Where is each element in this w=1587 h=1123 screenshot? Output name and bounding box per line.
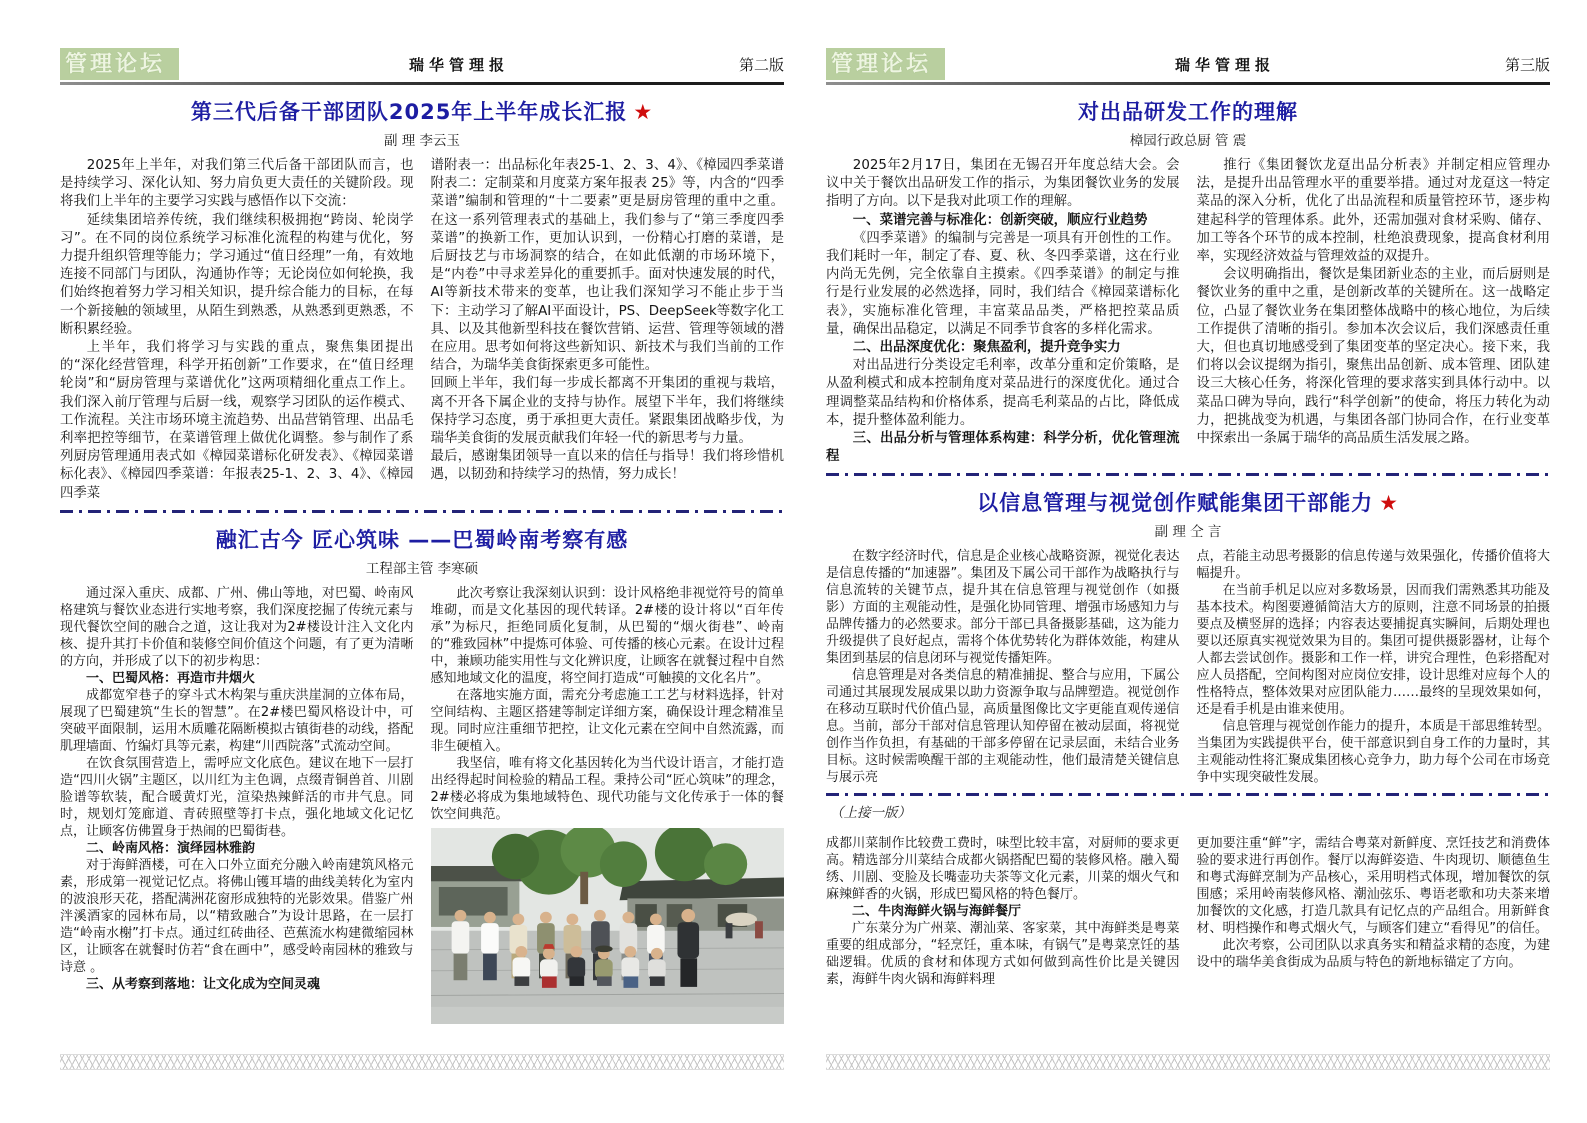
article-column: [1197, 548, 1551, 786]
article-continued-from-page-one: [826, 801, 1550, 988]
page-two: [60, 44, 784, 1070]
paragraph: 在饮食氛围营造上，需呼应文化底色。建议在地下一层打造“四川火锅”主题区，以川红为主色调，点缀青铜兽首、川剧脸谱等软装，配合暖黄灯光，渲染热辣鲜活的市井气息。同时，规划灯笼廊道、青砖照壁等打卡点，强化地域文化记忆点，让顾客仿佛置身于热闹的巴蜀街巷。: [60, 755, 414, 839]
paragraph: 2025年2月17日，集团在无锡召开年度总结大会。会议中关于餐饮出品研发工作的指示，为集团餐饮业务的发展指明了方向。以下是我对此项工作的理解。: [826, 158, 1180, 210]
article-growth-report: [60, 96, 784, 503]
article-column: [826, 157, 1180, 466]
paragraph: 在落地实施方面，需充分考虑施工工艺与材料选择，针对空间结构、主题区搭建等制定详细方案，确保设计理念精准呈现。同时应注重细节把控，让文化元素在空间中自然流露，而非生硬植入。: [430, 687, 784, 754]
paragraph: 延续集团培养传统，我们继续积极拥抱“跨岗、轮岗学习”。在不同的岗位系统学习标准化流程的构建与优化，努力提升组织管理等能力；学习通过“值日经理”一角，有效地连接不同部门与团队，沟通协作等；无论岗位如何轮换，我们始终抱着努力学习相关知识，提升综合能力的目标，在每一个新接触的领域里，从陌生到熟悉，从熟悉到更熟悉，不断积累经验。: [60, 212, 414, 337]
section-heading: 三、从考察到落地：让文化成为空间灵魂: [86, 976, 321, 992]
paragraph: 对出品进行分类设定毛利率，改革分重和定价策略，是从盈利模式和成本控制角度对菜品进行的深度优化。通过合理调整菜品结构和价格体系，提高毛利菜品的占比，降低成本，提升整体盈利能力。: [826, 358, 1180, 428]
section-heading: 二、岭南风格：演绎园林雅韵: [86, 840, 256, 856]
article-product-rnd: [826, 96, 1550, 466]
paragraph: 2025年上半年，对我们第三代后备干部团队而言，也是持续学习、深化认知、努力肩负更大责任的关键阶段。现将我们上半年的主要学习实践与感悟作以下交流：: [60, 158, 414, 210]
group-photo: [431, 828, 785, 1024]
article-title-text: 对出品研发工作的理解: [1078, 100, 1298, 124]
article-title: [60, 524, 784, 554]
paragraph: 最后，感谢集团领导一直以来的信任与指导！我们将珍惜机遇，以韧劲和持续学习的热情，努力成长！: [430, 449, 784, 483]
article-title-text: 以信息管理与视觉创作赋能集团干部能力: [977, 491, 1374, 516]
section-heading: 三、出品分析与管理体系构建：科学分析，优化管理流程: [826, 431, 1180, 465]
paragraph: 对于海鲜酒楼，可在入口外立面充分融入岭南建筑风格元素，形成第一视觉记忆点。将佛山镬耳墙的曲线美转化为室内的波浪形天花，搭配满洲花窗形成独特的光影效果。借鉴广州泮溪酒家的园林布局，以“精致融合”为设计思路，在一层打造“岭南水榭”打卡点。通过红砖曲径、芭蕉流水构建微缩园林区，让顾客在就餐时仿若“食在画中”，感受岭南园林的雅致与诗意 。: [60, 857, 414, 975]
paragraph: 上半年，我们将学习与实践的重点，聚焦集团提出的“深化经营管理，科学开拓创新”工作要求，在“值日经理轮岗”和“厨房管理与菜谱优化”这两项精细化重点工作上。我们深入前厅管理与后厨一线，观察学习团队的运作模式、工作流程。关注市场环境主流趋势、出品营销管理、出品毛利率把控等细节，在菜谱管理上做优化调整。参与制作了系列厨房管理通用表式如《樟园菜谱标化研发表》、《樟园菜谱标化表》、《樟园四季菜谱：年报表25-1、2、3、4》、《樟园四季菜: [60, 340, 414, 501]
masthead-rule: [826, 82, 1550, 85]
article-column: [431, 157, 785, 503]
decorative-bottom-border: [826, 1054, 1550, 1070]
paragraph: 谱附表一：出品标化年表25-1、2、3、4》、《樟园四季菜谱附表二：定制菜和月度菜方案年报表 25》等，内含的“四季菜谱”编制和管理的“十二要素”更是厨房管理的重中之重。在这一系列管理表式的基础上，我们参与了“第三季度四季菜谱”的换新工作，更加认识到，一份精心打磨的菜谱，是后厨技艺与市场洞察的结合，在如此低潮的市场环境下，是“内卷”中寻求差异化的重要抓手。面对快速发展的时代，AI等新技术带来的变革，也让我们深知学习不能止步于当下：主动学习了解AI平面设计，PS、DeepSeek等数字化工具、以及其他新型科技在餐饮营销、运营、管理等领域的潜在应用。思考如何将这些新知识、新技术与我们当前的工作结合，为瑞华美食街探索更多可能性。: [430, 158, 784, 374]
masthead-rule: [60, 82, 784, 85]
dash-dot-divider: [826, 473, 1550, 476]
star-icon: ★: [633, 100, 654, 124]
continued-note: （上接一版）: [830, 805, 911, 822]
paragraph: 信息管理与视觉创作能力的提升，本质是干部思维转型。当集团为实践提供平台，使干部意识到自身工作的力量时，其主观能动性将汇聚成集团核心竞争力，助力每个公司在市场竞争中实现突破性发展。: [1196, 719, 1550, 786]
paragraph: 此次考察，公司团队以求真务实和精益求精的态度，为建设中的瑞华美食街成为品质与特色的新地标锚定了方向。: [1196, 938, 1550, 971]
paragraph: 点，若能主动思考摄影的信息传递与效果强化，传播价值将大幅提升。: [1196, 549, 1550, 582]
paragraph: 《四季菜谱》的编制与完善是一项具有开创性的工作。我们耗时一年，制定了春、夏、秋、冬四季菜谱，这在行业内尚无先例，完全依靠自主摸索。《四季菜谱》的制定与推行是行业发展的必然选择，同时，我们结合《樟园菜谱标化表》，实施标准化管理，丰富菜品品类，严格把控菜品质量，确保出品稳定，以满足不同季节食客的多样化需求。: [826, 230, 1180, 337]
page-three: [826, 44, 1550, 1070]
section-heading: 二、牛肉海鲜火锅与海鲜餐厅: [852, 904, 1022, 920]
paragraph: 回顾上半年，我们每一步成长都离不开集团的重视与栽培，离不开各下属企业的支持与协作。展望下半年，我们将继续保持学习态度，勇于承担更大责任。紧跟集团战略步伐，为瑞华美食街的发展贡献我们年轻一代的新思考与力量。: [430, 376, 784, 447]
article-column: [826, 548, 1180, 786]
paragraph: 成都川菜制作比较费工费时，味型比较丰富，对厨师的要求更高。精选部分川菜结合成都火锅搭配巴蜀的装修风格。融入蜀绣、川剧、变脸及长嘴壶功夫茶等文化元素，川菜的烟火气和麻辣鲜香的火锅，形成巴蜀风格的特色餐厅。: [826, 836, 1180, 903]
paragraph: 信息管理是对各类信息的精准捕捉、整合与应用，下属公司通过其展现发展成果以助力资源争取与品牌塑造。视觉创作在移动互联时代价值凸显，高质量图像比文字更能直观传递信息。当前，部分干部对信息管理认知停留在被动层面，将视觉创作当作负担，有基础的干部多停留在记录层面，未结合业务目标。这时候需唤醒干部的主观能动性，他们最清楚关键信息与展示亮: [826, 668, 1180, 786]
article-bashu-lingnan: [60, 524, 784, 1024]
forum-logo: 管理论坛: [60, 48, 179, 80]
article-column: [826, 835, 1180, 988]
paragraph: 更加要注重“鲜”字，需结合粤菜对新鲜度、烹饪技艺和消费体验的要求进行再创作。餐厅以海鲜姿造、牛肉现切、顺德鱼生和粤式海鲜烹制为产品核心，采用明档式体现，增加餐饮的氛围感；采用岭南装修风格、潮汕弦乐、粤语老歌和功夫茶来增加餐饮的文化感，打造几款具有记忆点的产品组合。用新鲜食材、明档操作和粤式烟火气，与顾客们建立“看得见”的信任。: [1196, 836, 1550, 937]
byline: 工程部主管 李寒硕: [365, 560, 479, 577]
article-column: [60, 585, 414, 1024]
dash-dot-divider: [826, 793, 1550, 796]
star-icon: ★: [1379, 491, 1399, 516]
article-title: [826, 487, 1550, 517]
article-title-text: 第三代后备干部团队2025年上半年成长汇报: [190, 100, 628, 124]
decorative-bottom-border: [60, 1054, 784, 1070]
section-heading: 一、巴蜀风格：再造市井烟火: [86, 670, 256, 686]
paragraph: 此次考察让我深刻认识到：设计风格绝非视觉符号的简单堆砌，而是文化基因的现代转译。2#楼的设计将以“百年传承”为标尺，拒绝同质化复制，从巴蜀的“烟火街巷”、岭南的“雅致园林”中提炼可体验、可传播的核心元素。在设计过程中，兼顾功能实用性与文化辨识度，让顾客在就餐过程中自然感知地域文化的温度，将空间打造成“可触摸的文化名片”。: [430, 585, 784, 686]
paragraph: 我坚信，唯有将文化基因转化为当代设计语言，才能打造出经得起时间检验的精品工程。秉持公司“匠心筑味”的理念，2#楼必将成为集地域特色、现代功能与文化传承于一体的餐饮空间典范。: [430, 755, 784, 822]
page-number: 第二版: [738, 56, 784, 74]
page-number: 第三版: [1504, 56, 1550, 74]
masthead: [826, 44, 1550, 80]
paper-title: 瑞华管理报: [408, 56, 509, 74]
paper-title: 瑞华管理报: [1174, 56, 1275, 74]
masthead: [60, 44, 784, 80]
article-column: [60, 157, 414, 503]
article-info-visual: [826, 487, 1550, 786]
section-heading: 二、出品深度优化：聚焦盈利，提升竞争实力: [852, 340, 1121, 356]
article-column: [1197, 157, 1551, 466]
paragraph: 通过深入重庆、成都、广州、佛山等地，对巴蜀、岭南风格建筑与餐饮业态进行实地考察，我们深度挖掘了传统元素与现代餐饮空间的融合之道，这让我对为2#楼设计注入文化内核、提升其打卡价值和装修空间价值这个问题，有了更为清晰的方向，并形成了以下的初步构思：: [60, 585, 414, 669]
paragraph: 在当前手机足以应对多数场景，因而我们需熟悉其功能及基本技术。构图要遵循简洁大方的原则，注意不同场景的拍摄要点及横竖屏的选择；内容表达要捕捉真实瞬间，后期处理也要以还原真实视觉效果为目的。集团可提供摄影器材，让每个人都去尝试创作。摄影和工作一样，讲究合理性，色彩搭配对应人员搭配，空间构图对应岗位安排，设计思维对应每个人的性格特点，整体效果对应团队能力……最终的呈现效果如何，还是看手机是由谁来使用。: [1196, 583, 1550, 718]
article-column: [1197, 835, 1551, 988]
forum-logo: 管理论坛: [826, 48, 945, 80]
article-title: [60, 96, 784, 126]
article-title: [826, 96, 1550, 126]
paragraph: 在数字经济时代，信息是企业核心战略资源，视觉化表达是信息传播的“加速器”。集团及下属公司干部作为战略执行与信息流转的关键节点，提升其在信息管理与视觉创作（如摄影）方面的主观能动性，是强化协同管理、增强市场感知力与品牌传播力的必然要求。部分干部已具备摄影基础，这为能力升级提供了良好起点，需将个体优势转化为群体效能，构建从集团到基层的信息闭环与视觉传播矩阵。: [826, 549, 1180, 667]
article-column: [431, 585, 785, 1024]
byline: 樟园行政总厨 管 震: [1129, 133, 1247, 149]
section-heading: 一、菜谱完善与标准化：创新突破，顺应行业趋势: [852, 212, 1148, 228]
dash-dot-divider: [60, 510, 784, 513]
paragraph: 广东菜分为广州菜、潮汕菜、客家菜，其中海鲜类是粤菜重要的组成部分，“轻烹饪，重本味，有锅气”是粤菜烹饪的基础逻辑。优质的食材和体现方式如何做到高性价比是关键因素，海鲜牛肉火锅和海鲜料理: [826, 921, 1180, 988]
paragraph: 推行《集团餐饮龙趸出品分析表》并制定相应管理办法，是提升出品管理水平的重要举措。通过对龙趸这一特定菜品的深入分析，优化了出品流程和质量管控环节，逐步构建起科学的管理体系。此外，还需加强对食材采购、储存、加工等各个环节的成本控制，杜绝浪费现象，提高食材利用率，实现经济效益与管理效益的双提升。: [1196, 158, 1550, 265]
article-title-text: 融汇古今 匠心筑味 ——巴蜀岭南考察有感: [215, 527, 629, 552]
byline: 副 理 李云玉: [383, 133, 461, 149]
byline: 副 理 仝 言: [1154, 524, 1222, 541]
paragraph: 成都宽窄巷子的穿斗式木构架与重庆洪崖洞的立体布局，展现了巴蜀建筑“生长的智慧”。在2#楼巴蜀风格设计中，可突破平面限制，运用木质雕花隔断模拟古镇街巷的动线，搭配肌理墙面、竹编灯具等元素，构建“川西院落”式流动空间。: [60, 687, 414, 754]
paragraph: 会议明确指出，餐饮是集团新业态的主业，而后厨则是餐饮业务的重中之重，是创新改革的关键所在。这一战略定位，凸显了餐饮业务在集团整体战略中的核心地位，为后续工作提供了清晰的指引。参加本次会议后，我们深感责任重大，但也真切地感受到了集团变革的坚定决心。接下来，我们将以会议提纲为指引，聚焦出品创新、成本管理、团队建设三大核心任务，将深化管理的要求落实到具体行动中。以菜品口碑为导向，践行“科学创新”的使命，将压力转化为动力，把挑战变为机遇，与集团各部门协同合作，在行业变革中探索出一条属于瑞华的高品质生活发展之路。: [1196, 267, 1550, 447]
